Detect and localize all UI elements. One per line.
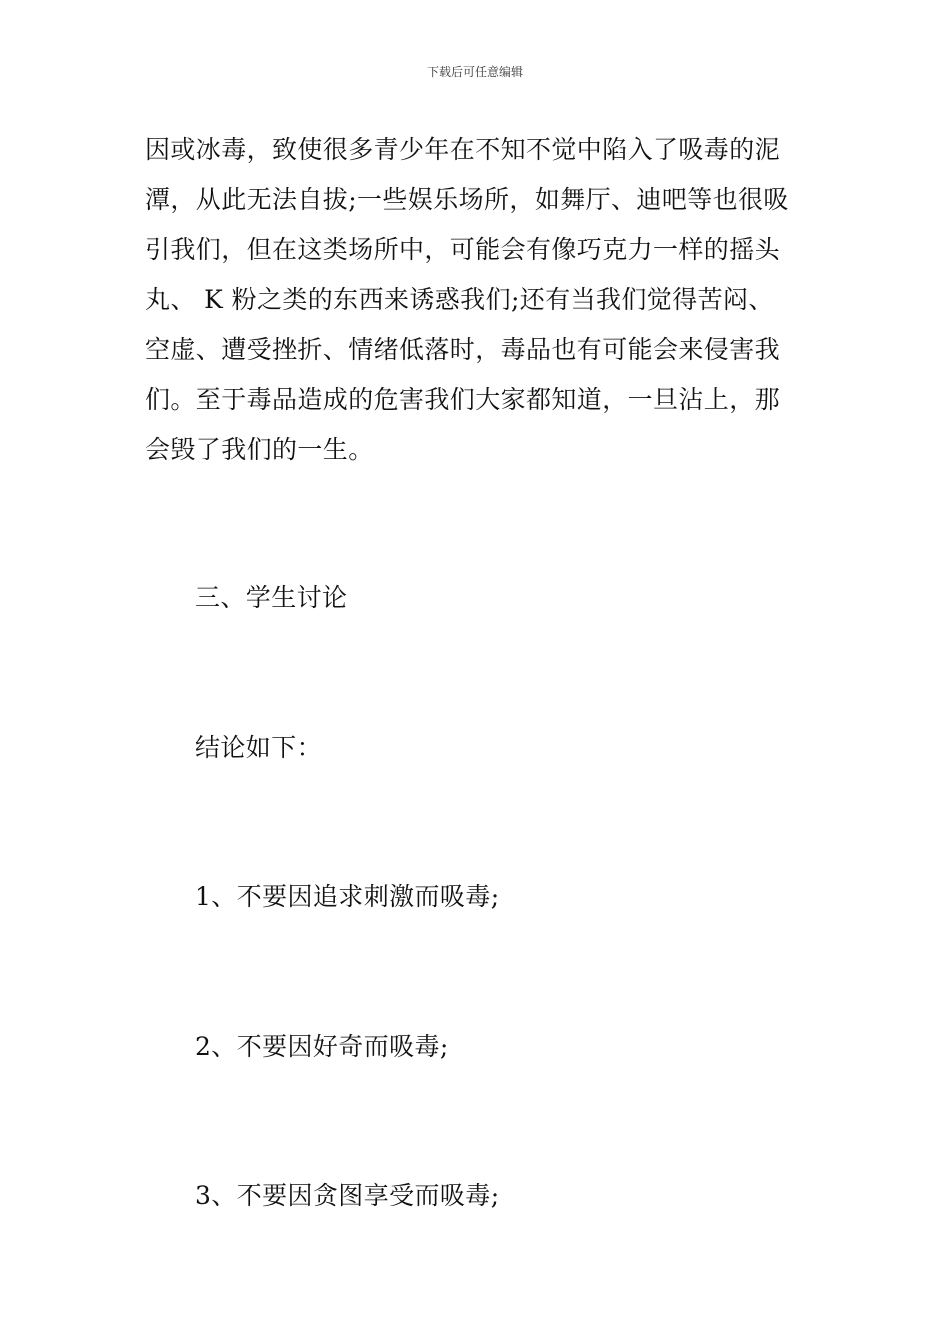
section-heading: 三、学生讨论 — [195, 583, 348, 612]
paragraph-line: 会毁了我们的一生。 — [145, 435, 374, 464]
conclusion-label: 结论如下： — [195, 733, 323, 762]
paragraph-line: 因或冰毒，致使很多青少年在不知不觉中陷入了吸毒的泥 — [145, 135, 781, 164]
paragraph-line: 们。至于毒品造成的危害我们大家都知道，一旦沾上，那 — [145, 385, 781, 414]
list-item: 1、不要因追求刺激而吸毒; — [195, 882, 500, 911]
paragraph-line: 丸、 K 粉之类的东西来诱惑我们;还有当我们觉得苦闷、 — [145, 285, 774, 314]
list-item: 3、不要因贪图享受而吸毒; — [195, 1181, 500, 1210]
paragraph-line: 潭，从此无法自拔;一些娱乐场所，如舞厅、迪吧等也很吸 — [145, 185, 789, 214]
list-item: 2、不要因好奇而吸毒; — [195, 1032, 449, 1061]
paragraph-line: 引我们，但在这类场所中，可能会有像巧克力一样的摇头 — [145, 235, 781, 264]
page-header: 下载后可任意编辑 — [426, 65, 523, 79]
paragraph-line: 空虚、遭受挫折、情绪低落时，毒品也有可能会来侵害我 — [145, 335, 781, 364]
